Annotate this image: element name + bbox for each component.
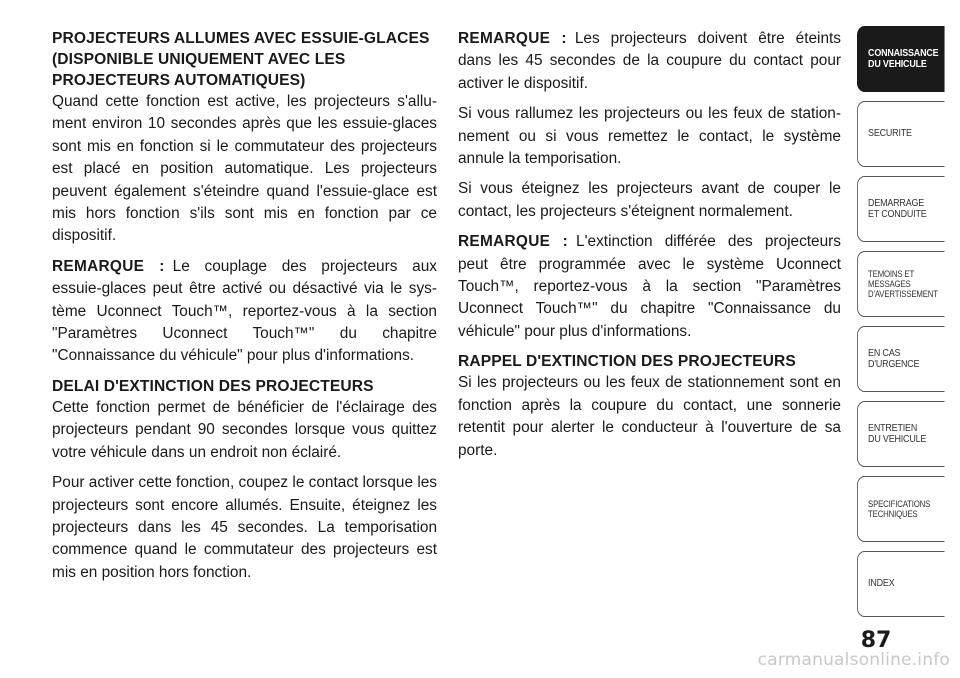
tab-temoins-et-messages[interactable] [857,251,945,317]
paragraph-delay-cancel: Si vous rallumez les projecteurs ou les feux de stationnement ou si vous remettez le contact, le système annule la temporisation. [458,105,841,168]
paragraph-wiper-headlights: Quand cette fonction est active, les projecteurs s'allument environ 10 secondes après que les essuie-glaces sont mis en fonction si le commutateur des projecteurs est placé en position automatique. Les projecteurs peuvent également s'éteindre quand l'essuie-glace est mis hors fonction s'ils sont mis en fonction par ce dispositif. [52,93,437,245]
page-number: 87 [860,628,892,653]
heading-headlight-delay: DELAI D'EXTINCTION DES PROJECTEURS [52,377,374,395]
paragraph-normal-off: Si vous éteignez les projecteurs avant de couper le contact, les projecteurs s'éteignent normalement. [458,180,841,220]
note-text: L'extinction différée des projecteurs peut être programmée avec le système Uconnect Touch™, reportez-vous à la section "Paramètres Uconnect Touch™" du chapitre "Connaissance du véhicule" pour plus d'informations. [458,233,841,340]
tab-label-line: DEMARRAGE [868,196,925,209]
tab-label-line: D'URGENCE [868,358,920,370]
tab-label-line: EN CAS [868,346,901,359]
tab-label-line: ENTRETIEN [868,421,918,434]
tab-label-line: TECHNIQUES [868,509,918,519]
tab-specifications-techniques[interactable] [857,476,945,542]
heading-wiper-headlights: PROJECTEURS ALLUMES AVEC ESSUIE-GLACES (DISPONIBLE UNIQUEMENT AVEC LES PROJECTEURS AUTOMATIQUES) [52,30,430,89]
tab-label-line: MESSAGES [868,278,911,289]
tab-label-line: DU VEHICULE [868,58,927,70]
chapter-tabs [857,26,960,621]
tab-label-line: INDEX [868,577,895,590]
note-delay-programming [458,231,841,343]
note-text: Les projecteurs doivent être éteints dans les 45 secondes de la coupure du contact pour activer le dispositif. [458,30,842,92]
tab-label-line: SPECIFICATIONS [868,498,931,509]
paragraph-delay-activation: Pour activer cette fonction, coupez le contact lorsque les projecteurs sont encore allumés. Ensuite, éteignez les projecteurs dans les 45 secondes. La temporisation commence quand le commutateur des projecteurs est mis en position hors fonction. [52,474,437,581]
tab-label-line: SECURITE [868,127,912,140]
note-delay-condition [458,28,841,95]
tab-entretien-du-vehicule[interactable] [857,401,945,467]
tab-label-line: CONNAISSANCE [868,46,939,59]
tab-label-line: D'AVERTISSEMENT [868,289,938,300]
right-column [458,28,841,470]
watermark: carmanualsonline.info [757,650,950,670]
tab-index[interactable] [857,551,945,617]
note-text: Le couplage des projecteurs aux essuie-glaces peut être activé ou désactivé via le système Uconnect Touch™, reportez-vous à la section "Paramètres Uconnect Touch™" du chapitre "Connaissance du véhicule" pour plus d'informations. [52,257,437,365]
note-label: REMARQUE : [458,30,567,47]
note-label: REMARQUE : [458,233,569,251]
tab-label-line: ET CONDUITE [868,208,927,220]
note-wiper-coupling [52,256,437,368]
tab-demarrage-et-conduite[interactable] [857,176,945,242]
paragraph-reminder: Si les projecteurs ou les feux de stationnement sont en fonction après la coupure du contact, une sonnerie retentit pour alerter le conducteur à l'ouverture de sa porte. [458,374,841,459]
left-column [52,28,437,592]
tab-securite[interactable] [857,101,945,167]
note-label: REMARQUE : [52,257,165,275]
tab-en-cas-d-urgence[interactable] [857,326,945,392]
heading-headlight-reminder: RAPPEL D'EXTINCTION DES PROJECTEURS [458,353,796,371]
paragraph-delay-intro: Cette fonction permet de bénéficier de l'éclairage des projecteurs pendant 90 secondes lorsque vous quittez votre véhicule dans un endroit non éclairé. [52,398,437,461]
tab-label-line: DU VEHICULE [868,433,927,445]
tab-connaissance-du-vehicule[interactable] [857,26,945,92]
tab-label-line: TEMOINS ET [868,268,915,279]
